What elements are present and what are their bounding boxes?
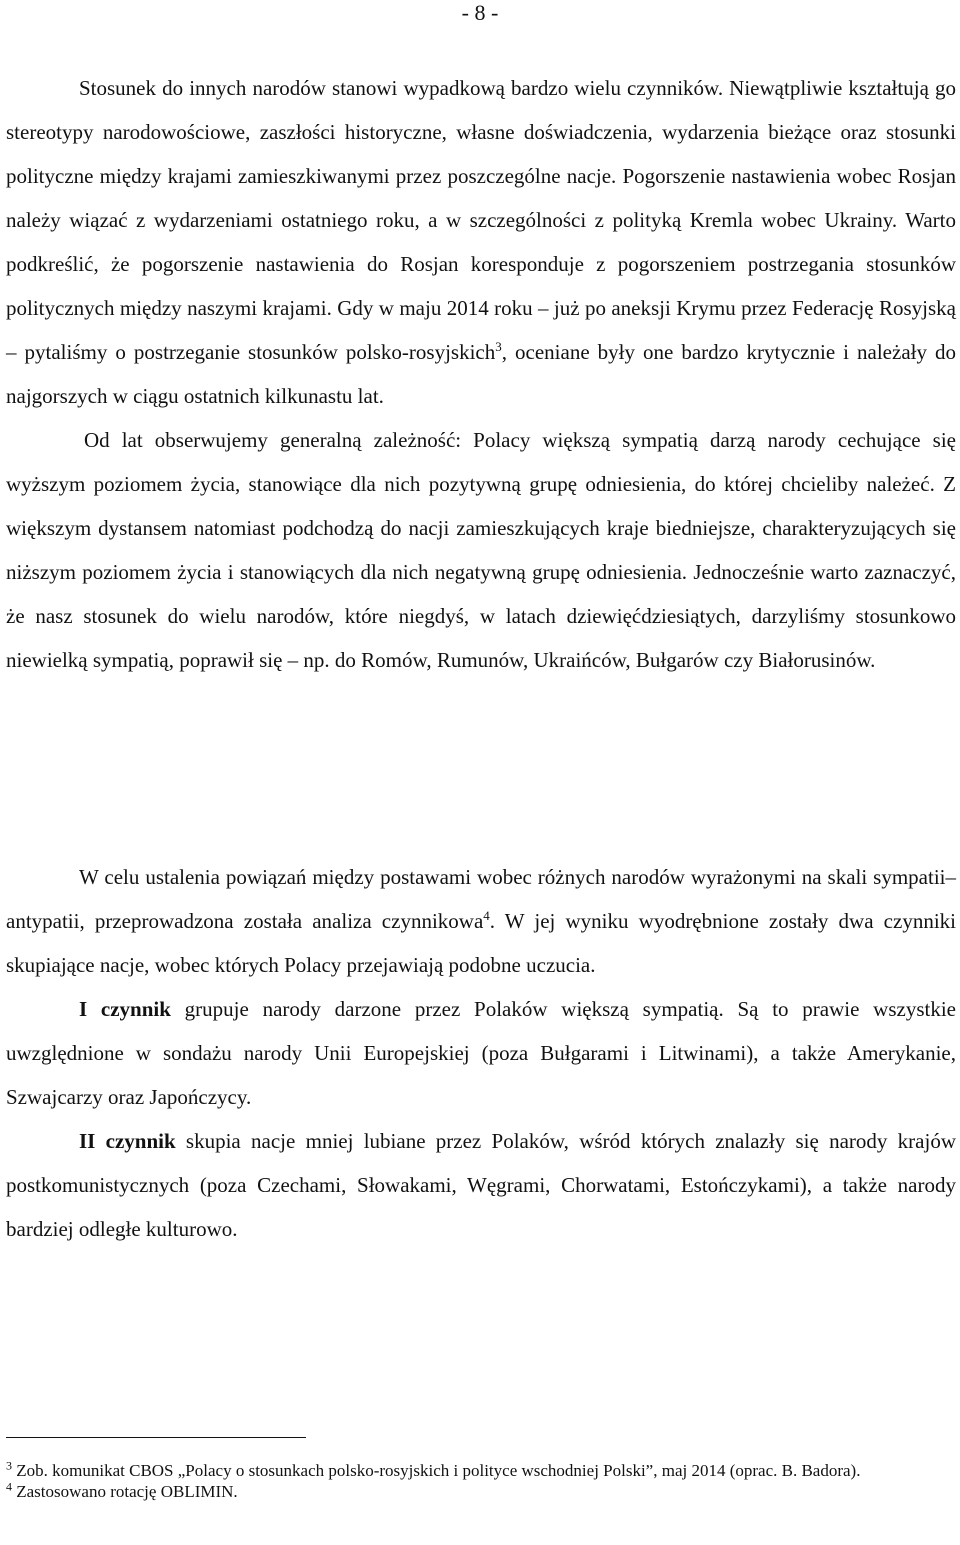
body-text-section-1: [6, 66, 956, 682]
paragraph-factor-analysis: W celu ustalenia powiązań między postawami wobec różnych narodów wyrażonymi na skali sympatii–antypatii, przeprowadzona została analiza czynnikowa$^4$. W jej wyniku wyodrębnione zostały dwa czynniki skupiające nacje, wobec których Polacy przejawiają podobne uczucia.: [6, 865, 956, 977]
paragraph-general-dependency: Od lat obserwujemy generalną zależność: Polacy większą sympatią darzą narody cechujące się wyższym poziomem życia, stanowiące dla nich pozytywną grupę odniesienia, do której chcieliby należeć. Z większym dystansem natomiast podchodzą do nacji zamieszkujących kraje biedniejsze, charakteryzujących się niższym poziomem życia i stanowiących dla nich negatywną grupę odniesienia. Jednocześnie warto zaznaczyć, że nasz stosunek do wielu narodów, które niegdyś, w latach dziewięćdziesiątych, darzyliśmy stosunkowo niewielką sympatią, poprawił się – np. do Romów, Rumunów, Ukraińców, Bułgarów czy Białorusinów.: [6, 428, 956, 672]
factor-one-label: I czynnik: [79, 997, 171, 1021]
footnote-3: $^3$ Zob. komunikat CBOS „Polacy o stosunkach polsko-rosyjskich i polityce wschodniej Polski”, maj 2014 (oprac. B. Badora).: [6, 1458, 861, 1480]
body-text-section-2: [6, 855, 956, 1251]
footnote-4: $^4$ Zastosowano rotację OBLIMIN.: [6, 1479, 238, 1501]
factor-two-label: II czynnik: [79, 1129, 176, 1153]
footnote-separator: [6, 1437, 306, 1438]
paragraph-factor-two: II czynnik skupia nacje mniej lubiane przez Polaków, wśród których znalazły się narody krajów postkomunistycznych (poza Czechami, Słowakami, Węgrami, Chorwatami, Estończykami), a także narody bardziej odległe kulturowo.: [6, 1129, 956, 1241]
footnote-ref-3[interactable]: 3: [495, 339, 502, 354]
footnote-ref-4[interactable]: 4: [483, 908, 490, 923]
page-number: - 8 -: [461, 0, 499, 25]
paragraph-factor-one: I czynnik grupuje narody darzone przez Polaków większą sympatią. Są to prawie wszystkie uwzględnione w sondażu narody Unii Europejskiej (poza Bułgarami i Litwinami), a także Amerykanie, Szwajcarzy oraz Japończycy.: [6, 997, 956, 1109]
footnotes: [6, 1460, 956, 1502]
paragraph-russia-attitudes: Stosunek do innych narodów stanowi wypadkową bardzo wielu czynników. Niewątpliwie kształtują go stereotypy narodowościowe, zaszłości historyczne, własne doświadczenia, wydarzenia bieżące oraz stosunki polityczne między krajami zamieszkiwanymi przez poszczególne nacje. Pogorszenie nastawienia wobec Rosjan należy wiązać z wydarzeniami ostatniego roku, a w szczególności z polityką Kremla wobec Ukrainy. Warto podkreślić, że pogorszenie nastawienia do Rosjan koresponduje z pogorszeniem postrzegania stosunków politycznych między naszymi krajami. Gdy w maju 2014 roku – już po aneksji Krymu przez Federację Rosyjską – pytaliśmy o postrzeganie stosunków polsko-rosyjskich$^3$, oceniane były one bardzo krytycznie i należały do najgorszych w ciągu ostatnich kilkunastu lat.: [6, 76, 957, 408]
